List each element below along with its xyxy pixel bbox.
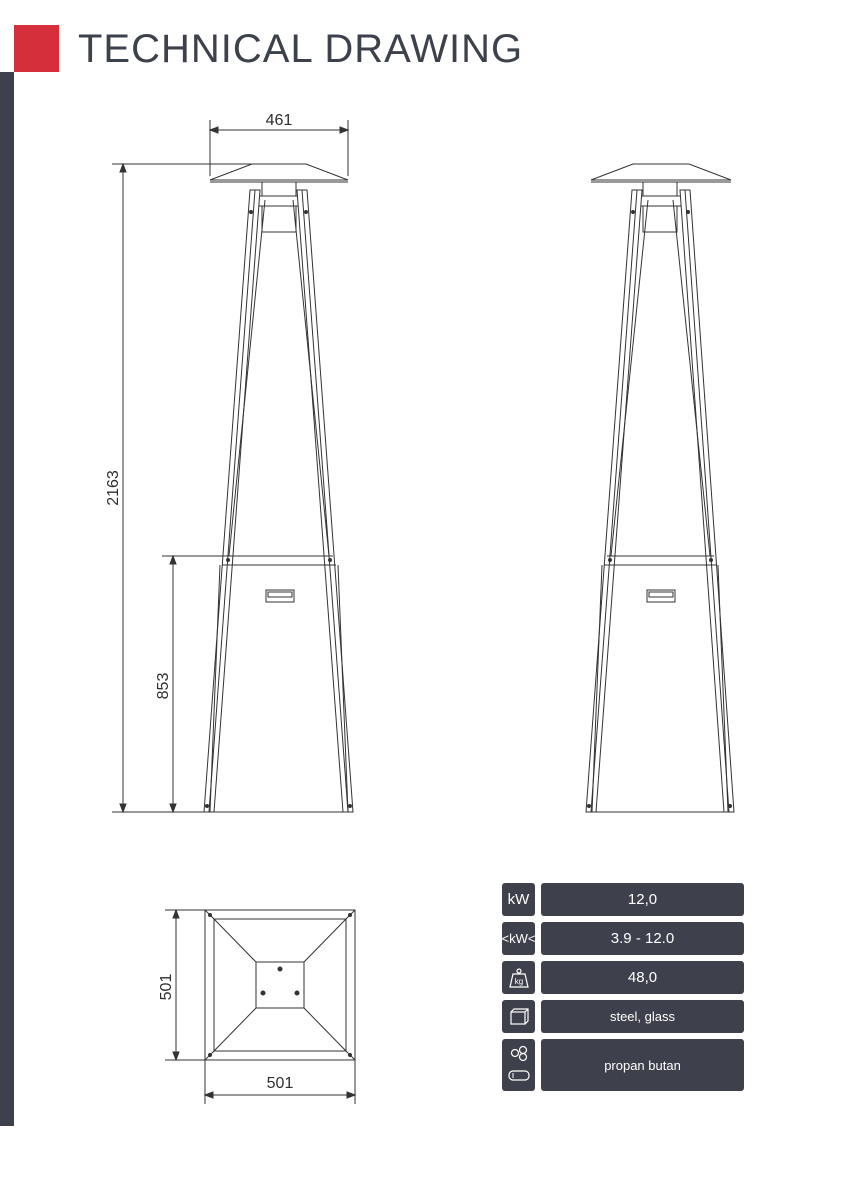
spec-value-power-range: 3.9 - 12.0 xyxy=(541,922,744,955)
front-view xyxy=(204,164,353,812)
svg-text:kg: kg xyxy=(514,976,523,986)
gas-icon xyxy=(502,1039,535,1091)
spec-value-power: 12,0 xyxy=(541,883,744,916)
spec-row-gas xyxy=(502,1039,744,1091)
spec-row-power-range xyxy=(502,922,744,955)
dimension-label-width-top: 461 xyxy=(265,112,293,129)
weight-icon xyxy=(502,961,535,994)
spec-row-weight xyxy=(502,961,744,994)
kw-range-icon: <kW< xyxy=(502,922,535,955)
side-view xyxy=(586,164,734,812)
spec-row-material xyxy=(502,1000,744,1033)
top-view xyxy=(205,910,355,1060)
spec-row-power xyxy=(502,883,744,916)
material-icon xyxy=(502,1000,535,1033)
spec-table xyxy=(502,883,744,1097)
page-title: TECHNICAL DRAWING xyxy=(78,27,524,71)
dimension-label-base-depth: 501 xyxy=(158,973,175,1001)
kw-icon: kW xyxy=(502,883,535,916)
spec-value-weight: 48,0 xyxy=(541,961,744,994)
dimension-label-height-total: 2163 xyxy=(105,470,122,506)
dimension-label-base-width: 501 xyxy=(266,1075,294,1092)
spec-value-material: steel, glass xyxy=(541,1000,744,1033)
dimension-label-height-base: 853 xyxy=(155,672,172,700)
spec-value-gas: propan butan xyxy=(541,1039,744,1091)
